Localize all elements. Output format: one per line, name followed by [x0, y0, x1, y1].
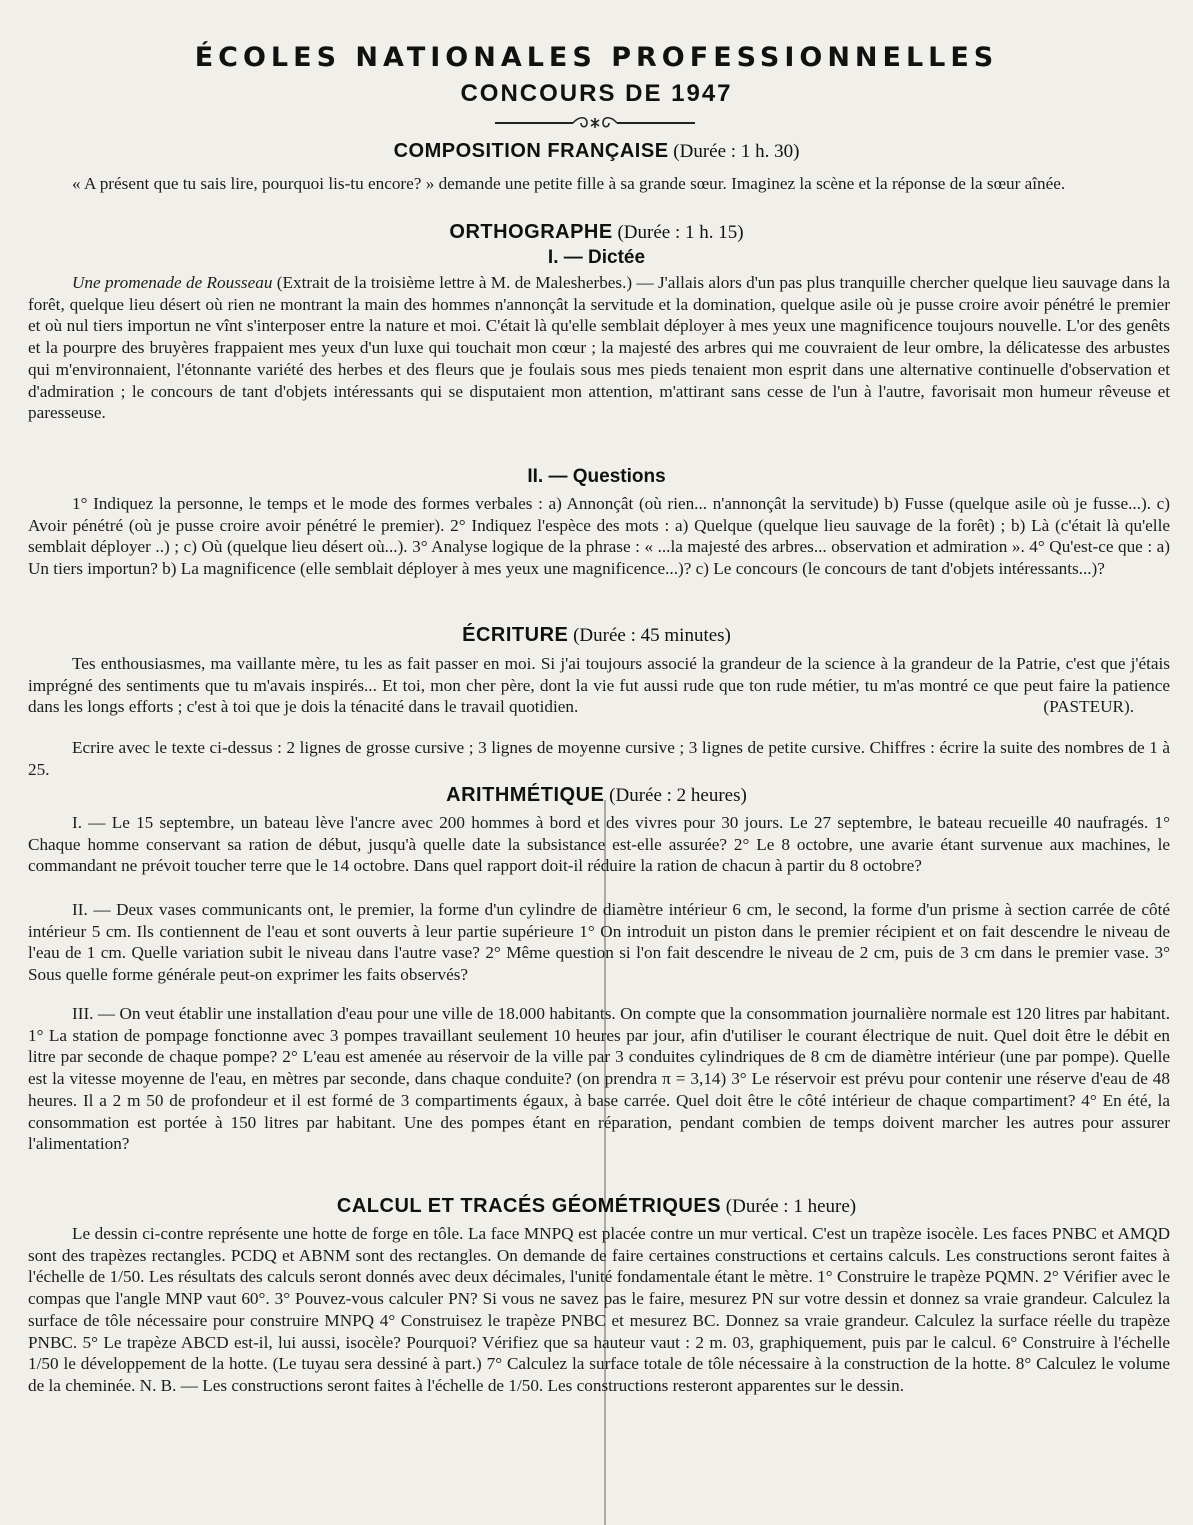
ecriture-title: ÉCRITURE — [462, 624, 569, 646]
ecriture-duration: (Durée : 45 minutes) — [573, 625, 731, 646]
composition-duration: (Durée : 1 h. 30) — [673, 141, 800, 162]
ecriture-text-block — [28, 653, 1170, 718]
dictee-source: Une promenade de Rousseau — [72, 273, 273, 292]
arithmetique-title: ARITHMÉTIQUE — [446, 784, 605, 806]
orthographe-title: ORTHOGRAPHE — [449, 221, 613, 243]
orthographe-duration: (Durée : 1 h. 15) — [617, 222, 744, 243]
questions-text: 1° Indiquez la personne, le temps et le mode des formes verbales : a) Annonçât (où rien... n'annonçât la servitude) b) Fusse (quelque asile où je fusse...). c) Avoir pénétré (où je pusse croire avoir pénétré le premier). 2° Indiquez l'espèce des mots : a) Quelque (quelque lieu sauvage de la forêt) ; b) Là (c'était là qu'elle semblait déployer ..) ; c) Où (quelque lieu désert où...). 3° Analyse logique de la phrase : « ...la majesté des arbres... observation et admiration ». 4° Qu'est-ce que : a) Un tiers importun? b) La magnificence (elle semblait déployer à mes yeux une magnificence...)? c) Le concours (le concours de tant d'objets intéressants...)? — [28, 494, 1170, 579]
ecriture-author: (PASTEUR). — [1043, 697, 1134, 717]
dictee-text: (Extrait de la troisième lettre à M. de Malesherbes.) — J'allais alors d'un pas plus tranquille chercher quelque lieu sauvage dans la forêt, quelque lieu désert où rien ne montrant la main des hommes n'annonçât la servitude et la domination, quelque asile où je pusse croire avoir pénétré le premier et où nul tiers importun ne vînt s'interposer entre la nature et moi. C'était là qu'elle semblait déployer à mes yeux une magnificence toujours nouvelle. L'or des genêts et la pourpre des bruyères frappaient mes yeux d'un luxe qui touchait mon cœur ; la majesté des arbres qui me couvraient de leur ombre, la délicatesse des arbustes qui m'environnaient, l'étonnante variété des herbes et des fleurs que je foulais sous mes pieds tenaient mon esprit dans une alternative continuelle d'observation et d'admiration ; le concours de tant d'objets intéressants qui se disputaient mon attention, m'attirant sans cesse de l'un à l'autre, favorisait mon humeur rêveuse et paresseuse. — [28, 273, 1171, 423]
composition-subject: « A présent que tu sais lire, pourquoi lis-tu encore? » demande une petite fille à sa grande sœur. Imaginez la scène et la réponse de la sœur aînée. — [72, 174, 1066, 193]
arithmetique-problem-3: III. — On veut établir une installation d'eau pour une ville de 18.000 habitants. On compte que la consommation journalière normale est 120 litres par habitant. 1° La station de pompage fonctionne avec 3 pompes travaillant seulement 10 heures par jour, afin d'utiliser le courant électrique de nuit. Quel doit être le débit en litre par seconde de chaque pompe? 2° L'eau est amenée au réservoir de la ville par 3 conduites cylindriques de 8 cm de diamètre intérieur (une par pompe). Quelle est la vitesse moyenne de l'eau, en mètres par seconde, dans chaque conduite? (on prendra π = 3,14) 3° Le réservoir est prévu pour contenir une réserve d'eau de 48 heures. Il a 2 m 50 de profondeur et il est formé de 3 compartiments égaux, à base carrée. Quel doit être le côté intérieur de chaque compartiment? 4° En été, la consommation est portée à 150 litres par habitant. Une des pompes étant en réparation, pendant combien de temps doivent marcher les autres pour assurer l'alimentation? — [28, 1004, 1170, 1154]
composition-heading — [0, 140, 1193, 163]
calcul-text: Le dessin ci-contre représente une hotte de forge en tôle. La face MNPQ est placée contre un mur vertical. C'est un trapèze isocèle. Les faces PNBC et AMQD sont des trapèzes rectangles. PCDQ et ABNM sont des rectangles. On demande de faire certaines constructions et certains calculs. Les constructions seront faites à l'échelle de 1/50. Les résultats des calculs seront donnés avec deux décimales, l'unité fondamentale étant le mètre. 1° Construire le trapèze PQMN. 2° Vérifier avec le compas que l'angle MNP vaut 60°. 3° Pouvez-vous calculer PN? Si vous ne savez pas le faire, mesurez PN sur votre dessin et donnez sa vraie grandeur. Calculez la surface de tôle nécessaire pour construire MNPQ 4° Construisez le trapèze PNBC et mesurez BC. Donnez sa vraie grandeur. Calculez la surface réelle du trapèze PNBC. 5° Le trapèze ABCD est-il, lui aussi, isocèle? Pourquoi? Vérifiez que sa hauteur vaut : 2 m. 03, graphiquement, puis par le calcul. 6° Construire à l'échelle 1/50 le développement de la hotte. (Le tuyau sera dessiné à part.) 7° Calculez la surface totale de tôle nécessaire à la construction de la hotte. 8° Calculez le volume de la cheminée. N. B. — Les constructions seront faites à l'échelle de 1/50. Les constructions resteront apparentes sur le dessin. — [28, 1224, 1170, 1395]
calcul-duration: (Durée : 1 heure) — [725, 1196, 857, 1217]
arithmetique-duration: (Durée : 2 heures) — [609, 785, 747, 806]
questions-title: II. — Questions — [527, 466, 666, 487]
ecriture-instructions: Ecrire avec le texte ci-dessus : 2 lignes de grosse cursive ; 3 lignes de moyenne cursive ; 3 lignes de petite cursive. Chiffres : écrire la suite des nombres de 1 à 25. — [28, 738, 1170, 779]
composition-title: COMPOSITION FRANÇAISE — [393, 140, 669, 162]
dictee-text-block — [28, 272, 1170, 424]
calcul-heading — [0, 1195, 1193, 1218]
orthographe-heading — [0, 221, 1193, 244]
arithmetique-heading — [0, 784, 1193, 807]
arithmetique-problem-1: I. — Le 15 septembre, un bateau lève l'ancre avec 200 hommes à bord et des vivres pour 30 jours. Le 27 septembre, le bateau recueille 40 naufragés. 1° Chaque homme conservant sa ration de début, jusqu'à quelle date la subsistance est-elle assurée? 2° Le 8 octobre, une avarie étant survenue aux machines, le commandant ne prévoit toucher terre que le 14 octobre. Dans quel rapport doit-il réduire la ration de chacun à partir du 8 octobre? — [28, 813, 1170, 876]
contest-title: CONCOURS DE 1947 — [460, 80, 733, 107]
ornament-divider-icon — [495, 116, 695, 130]
calcul-title: CALCUL ET TRACÉS GÉOMÉTRIQUES — [336, 1195, 722, 1217]
ecriture-heading — [0, 624, 1193, 647]
school-title: ÉCOLES NATIONALES PROFESSIONNELLES — [194, 42, 999, 73]
dictee-title: I. — Dictée — [547, 247, 646, 268]
ecriture-text: Tes enthousiasmes, ma vaillante mère, tu les as fait passer en moi. Si j'ai toujours associé la grandeur de la science à la grandeur de la Patrie, c'est que j'étais imprégné des sentiments que tu m'avais inspirés... Et toi, mon cher père, dont la vie fut aussi rude que ton rude métier, tu m'as montré ce que peut faire la patience dans les longs efforts ; c'est à toi que je dois la ténacité dans le travail quotidien. — [28, 654, 1170, 717]
arithmetique-problem-2: II. — Deux vases communicants ont, le premier, la forme d'un cylindre de diamètre intérieur 6 cm, le second, la forme d'un prisme à section carrée de côté intérieur 5 cm. Ils contiennent de l'eau et sont ouverts à leur partie supérieure 1° On introduit un piston dans le premier récipient et on fait descendre le niveau de l'eau de 1 cm. Quelle variation subit le niveau dans l'autre vase? 2° Même question si l'on fait descendre le niveau de 2 cm, puis de 3 cm dans le premier vase. 3° Sous quelle forme générale peut-on exprimer les faits observés? — [28, 900, 1170, 985]
